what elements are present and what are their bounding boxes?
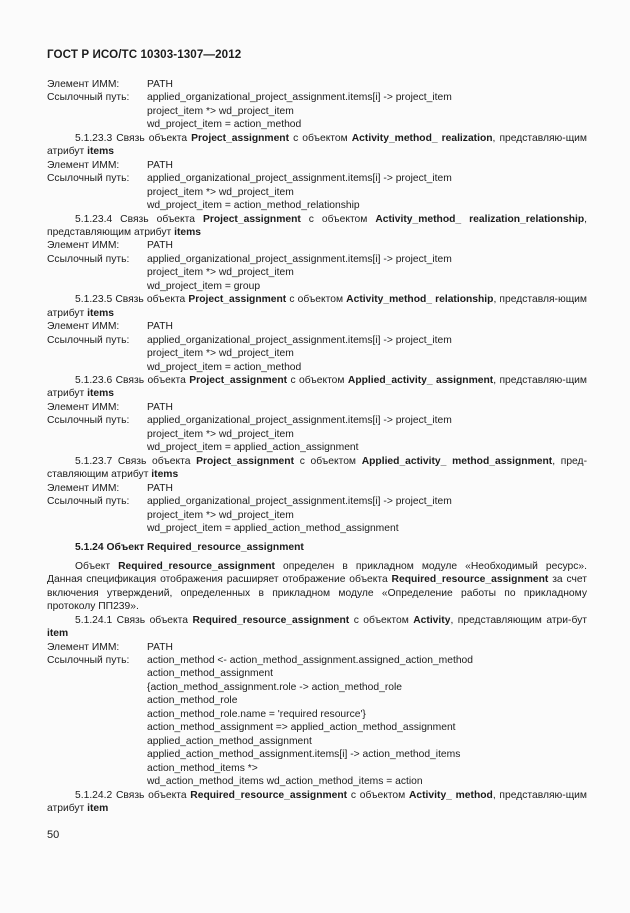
element-value: PATH bbox=[147, 159, 173, 171]
path-line: applied_organizational_project_assignment.items[i] -> project_item bbox=[147, 334, 452, 346]
path-label: Ссылочный путь: bbox=[47, 173, 130, 185]
element-label: Элемент ИММ: bbox=[47, 641, 120, 653]
mapping-heading: 5.1.23.7 Связь объекта Project_assignment с объектом Applied_activity_ method_assignment, пред-ставляющим атрибут items bbox=[47, 455, 587, 481]
page-number: 50 bbox=[47, 829, 60, 841]
path-line: action_method_role bbox=[147, 695, 238, 707]
mapping-heading: 5.1.23.6 Связь объекта Project_assignment с объектом Applied_activity_ assignment, представляю-щим атрибут items bbox=[47, 374, 588, 400]
element-label: Элемент ИММ: bbox=[47, 79, 120, 90]
mapping-heading: 5.1.23.5 Связь объекта Project_assignment с объектом Activity_method_ relationship, представля-ющим атрибут items bbox=[47, 294, 587, 319]
path-line: wd_project_item = applied_action_method_assignment bbox=[147, 522, 399, 534]
mapping-block bbox=[47, 293, 587, 374]
element-value: PATH bbox=[147, 641, 173, 653]
path-line: applied_action_method_assignment bbox=[147, 735, 312, 747]
element-value: PATH bbox=[147, 240, 173, 252]
element-label: Элемент ИММ: bbox=[47, 240, 120, 252]
path-line: applied_organizational_project_assignment.items[i] -> project_item bbox=[147, 92, 452, 104]
mapping-block bbox=[47, 614, 587, 789]
path-line: project_item *> wd_project_item bbox=[147, 348, 294, 360]
path-line: applied_action_method_assignment.items[i] -> action_method_items bbox=[147, 749, 461, 761]
path-line: wd_action_method_items wd_action_method_items = action bbox=[147, 776, 423, 788]
path-line: applied_organizational_project_assignment.items[i] -> project_item bbox=[147, 496, 452, 508]
element-label: Элемент ИММ: bbox=[47, 482, 120, 494]
mapping-block bbox=[47, 455, 587, 536]
path-line: action_method_assignment bbox=[147, 668, 273, 680]
path-line: action_method_assignment => applied_action_method_assignment bbox=[147, 722, 456, 734]
path-line: project_item *> wd_project_item bbox=[147, 186, 294, 198]
path-label: Ссылочный путь: bbox=[47, 415, 130, 427]
path-line: wd_project_item = action_method_relationship bbox=[147, 200, 360, 212]
mapping-block bbox=[47, 132, 587, 213]
path-line: applied_organizational_project_assignment.items[i] -> project_item bbox=[147, 415, 452, 427]
element-value: PATH bbox=[147, 482, 173, 494]
path-line: applied_organizational_project_assignment.items[i] -> project_item bbox=[147, 253, 452, 265]
mapping-block bbox=[47, 789, 587, 816]
path-line: wd_project_item = group bbox=[147, 280, 261, 292]
path-line: wd_project_item = action_method bbox=[147, 119, 302, 131]
element-value: PATH bbox=[147, 321, 173, 333]
path-line: {action_method_assignment.role -> action_method_role bbox=[147, 681, 403, 693]
path-label: Ссылочный путь: bbox=[47, 253, 130, 265]
path-line: action_method <- action_method_assignment.assigned_action_method bbox=[147, 655, 473, 667]
mapping-heading: 5.1.23.4 Связь объекта Project_assignment с объектом Activity_method_ realization_relationship, представляющим атрибут items bbox=[47, 213, 588, 238]
mapping-block bbox=[47, 213, 587, 294]
path-line: action_method_role.name = 'required resource'} bbox=[147, 708, 366, 720]
path-label: Ссылочный путь: bbox=[47, 334, 130, 346]
path-line: project_item *> wd_project_item bbox=[147, 428, 294, 440]
mapping-block bbox=[47, 374, 587, 455]
path-label: Ссылочный путь: bbox=[47, 655, 130, 667]
path-line: project_item *> wd_project_item bbox=[147, 509, 294, 521]
page-content bbox=[47, 78, 587, 815]
mapping-block bbox=[47, 78, 587, 132]
path-line: wd_project_item = applied_action_assignment bbox=[147, 442, 359, 454]
document-header: ГОСТ Р ИСО/ТС 10303-1307—2012 bbox=[47, 48, 242, 61]
mapping-heading: 5.1.24.2 Связь объекта Required_resource_assignment с объектом Activity_ method, представляю-щим атрибут item bbox=[47, 789, 587, 815]
section-intro: Объект Required_resource_assignment определен в прикладном модуле «Необходимый ресурс». Данная спецификация отображения расширяет отображение объекта Required_resource_assignment за счет включения утверждений, определенных в прикладном модуле «Определение работы по прикладному протоколу ПП239». bbox=[47, 560, 588, 613]
path-line: applied_organizational_project_assignment.items[i] -> project_item bbox=[147, 173, 452, 185]
mapping-heading: 5.1.23.3 Связь объекта Project_assignment с объектом Activity_method_ realization, представляю-щим атрибут items bbox=[47, 132, 587, 158]
path-label: Ссылочный путь: bbox=[47, 92, 130, 104]
element-label: Элемент ИММ: bbox=[47, 401, 120, 413]
section-heading: 5.1.24 Объект Required_resource_assignment bbox=[75, 542, 304, 554]
element-label: Элемент ИММ: bbox=[47, 159, 120, 171]
element-value: PATH bbox=[147, 79, 173, 90]
path-line: project_item *> wd_project_item bbox=[147, 267, 294, 279]
path-line: action_method_items *> bbox=[147, 762, 258, 774]
element-label: Элемент ИММ: bbox=[47, 321, 120, 333]
path-line: wd_project_item = action_method bbox=[147, 361, 302, 373]
path-line: project_item *> wd_project_item bbox=[147, 105, 294, 117]
element-value: PATH bbox=[147, 401, 173, 413]
mapping-heading: 5.1.24.1 Связь объекта Required_resource_assignment с объектом Activity, представляющим атри-бут item bbox=[47, 614, 587, 640]
path-label: Ссылочный путь: bbox=[47, 496, 130, 508]
